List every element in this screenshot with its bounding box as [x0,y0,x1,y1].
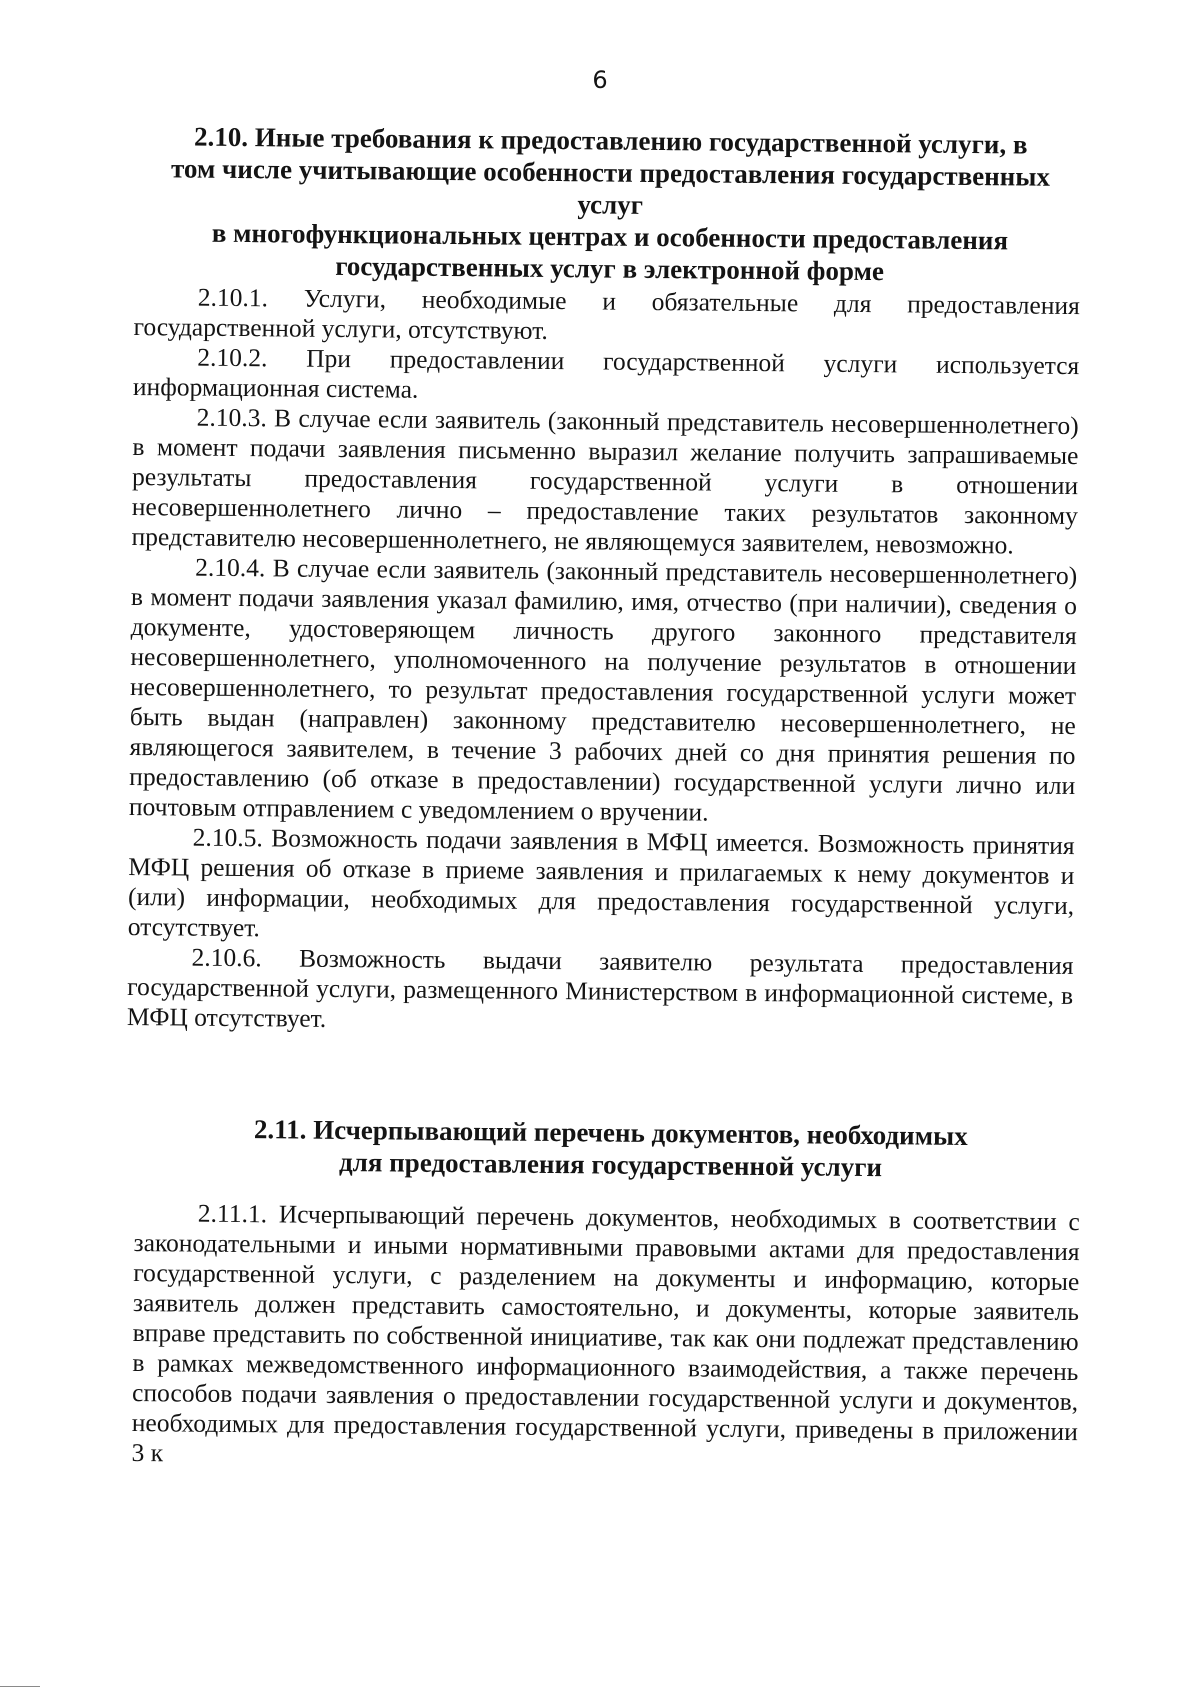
section-2-10-body [127,282,1080,1041]
heading-line: 2.11. Исчерпывающий перечень документов, необходимых [253,1114,968,1151]
section-2-11-body [131,1198,1080,1477]
heading-line: государственных услуг в электронной форме [335,250,885,287]
page-number: 6 [592,66,608,94]
heading-line: для предоставления государственной услуги [338,1146,883,1183]
paragraph-2-10-2: 2.10.2. При предоставлении государственной услуги используется информационная система. [132,342,1080,404]
section-2-10-heading [136,120,1083,289]
heading-line: том числе учитывающие особенности предоставления государственных услуг [170,153,1051,220]
section-2-11-heading [137,1112,1084,1185]
footer-rule [0,1686,40,1687]
heading-line: 2.10. Иные требования к предоставлению государственной услуги, в [193,121,1028,160]
paragraph-2-10-1: 2.10.1. Услуги, необходимые и обязательные для предоставления государственной услуги, отсутствуют. [133,282,1080,345]
paragraph-2-10-6: 2.10.6. Возможность выдачи заявителю результата предоставления государственной услуги, размещенного Министерством в информационной системе, в МФЦ отсутствует. [126,942,1074,1033]
paragraph-2-10-5: 2.10.5. Возможность подачи заявления в МФЦ имеется. Возможность принятия МФЦ решения об отказе в приеме заявления и прилагаемых к нему документов и (или) информации, необходимых для предоставления государственной услуги, отсутствует. [127,822,1075,943]
heading-line: в многофункциональных центрах и особенности предоставления [211,217,1009,256]
paragraph-2-10-3: 2.10.3. В случае если заявитель (законный представитель несовершеннолетнего) в момент подачи заявления письменно выразил желание получить запрашиваемые результаты предоставления государственной услуги в отношении несовершеннолетнего лично – предоставление таких результатов законному представителю несовершеннолетнего, не являющемуся заявителем, невозможно. [131,402,1079,560]
paragraph-2-10-4: 2.10.4. В случае если заявитель (законный представитель несовершеннолетнего) в момент подачи заявления указал фамилию, имя, отчество (при наличии), сведения о документе, удостоверяющем личность другого законного представителя несовершеннолетнего, уполномоченного на получение результатов в отношении несовершеннолетнего, то результат предоставления государственной услуги может быть выдан (направлен) законному представителю несовершеннолетнего, не являющегося заявителем, в течение 3 рабочих дней со дня принятия решения по предоставлению (об отказе в предоставлении) государственной услуги лично или почтовым отправлением с уведомлением о вручении. [128,552,1078,827]
paragraph-2-11-1: 2.11.1. Исчерпывающий перечень документов, необходимых в соответствии с законодательными и иными нормативными правовыми актами для предоставления государственной услуги, с разделением на документы и информацию, которые заявитель должен представить самостоятельно, и документы, которые заявитель вправе представить по собственной инициативе, так как они подлежат представлению в рамках межведомственного информационного взаимодействия, а также перечень способов подачи заявления о предоставлении государственной услуги и документов, необходимых для предоставления государственной услуги, приведены в приложении 3 к [131,1198,1080,1468]
